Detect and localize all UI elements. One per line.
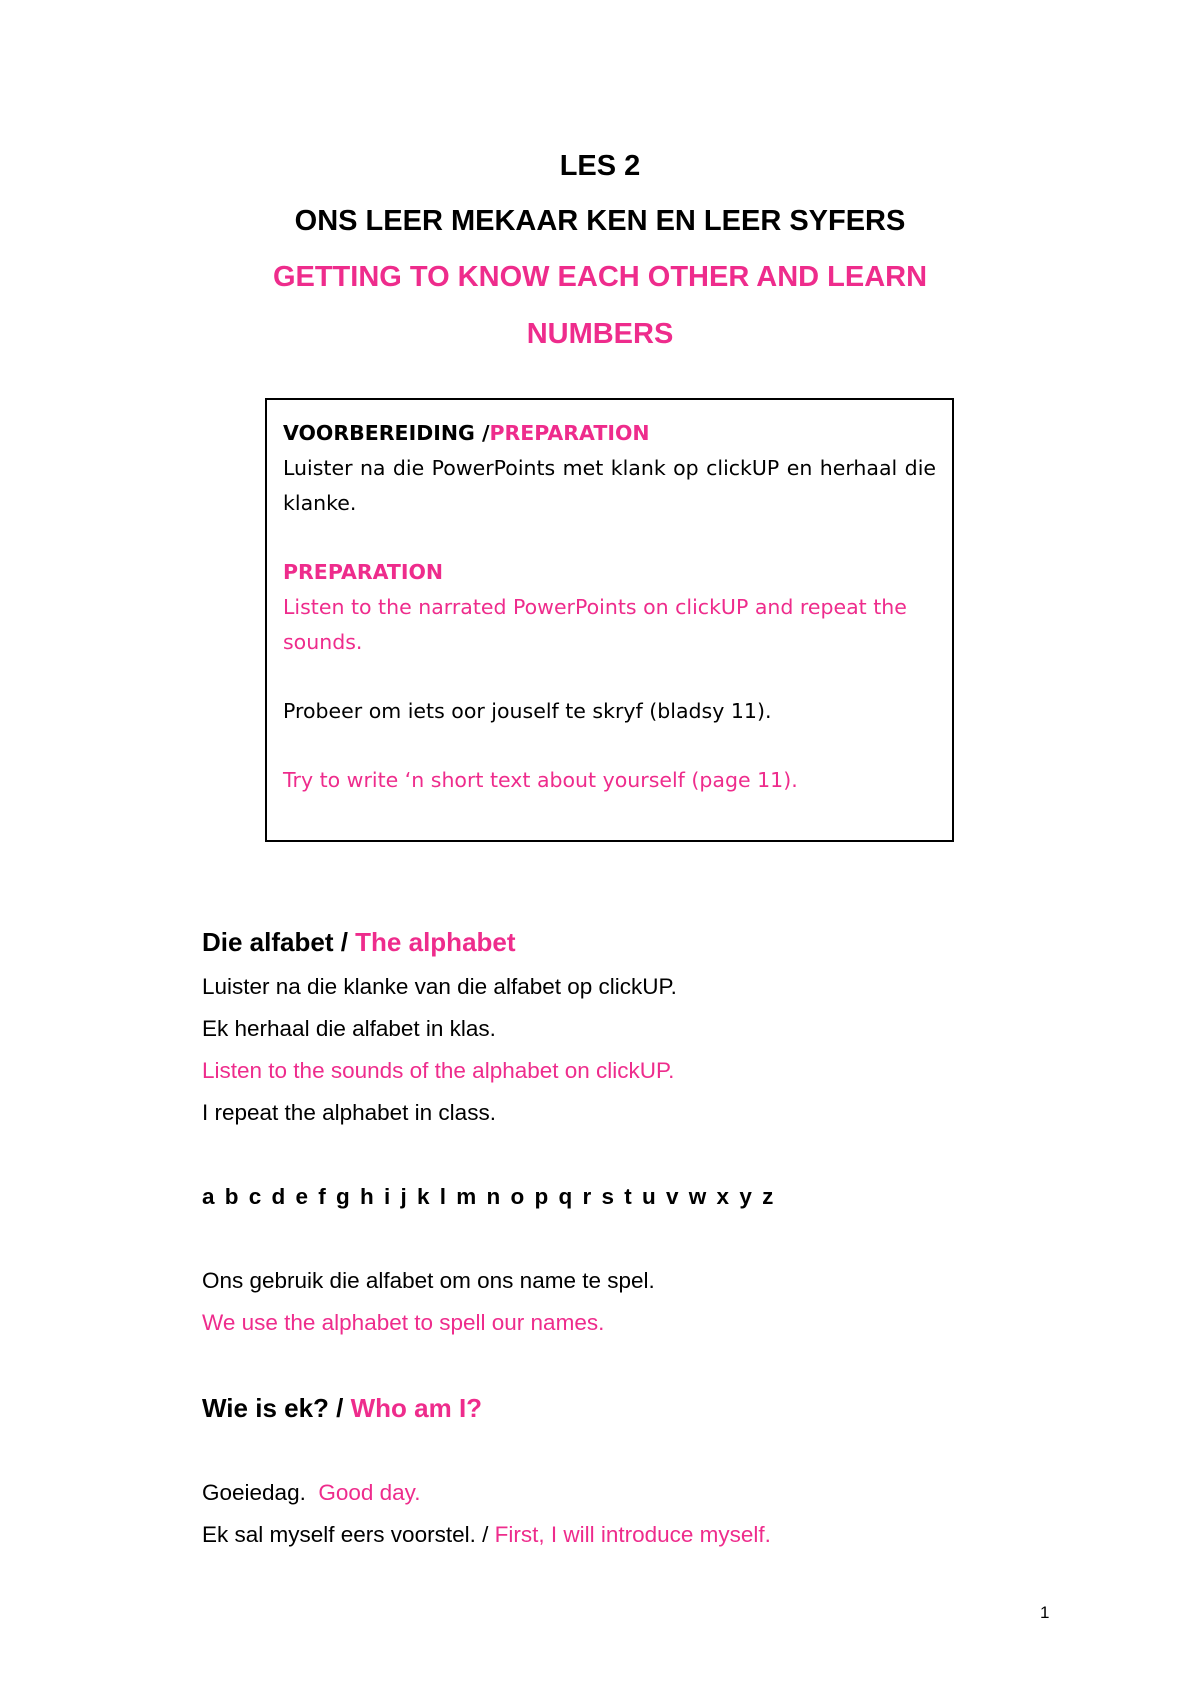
greeting-line — [202, 1472, 1022, 1514]
lesson-title-en-line2: NUMBERS — [526, 318, 674, 350]
intro-en: First, I will introduce myself. — [494, 1522, 771, 1547]
alphabet-line-2: Ek herhaal die alfabet in klas. — [202, 1016, 496, 1041]
spacer — [283, 660, 936, 694]
greeting-af: Goeiedag. — [202, 1480, 306, 1505]
task-text-af: Probeer om iets oor jouself te skryf (bladsy 11). — [283, 699, 772, 723]
preparation-heading-af: VOORBEREIDING / — [283, 421, 490, 445]
intro-af: Ek sal myself eers voorstel. — [202, 1522, 476, 1547]
preparation-heading-en: PREPARATION — [283, 560, 444, 584]
alphabet-letters: a b c d e f g h i j k l m n o p q r s t u v w x y z — [202, 1184, 775, 1209]
who-heading-en: Who am I? — [350, 1393, 483, 1423]
alphabet-line-4: I repeat the alphabet in class. — [202, 1100, 496, 1125]
alphabet-section — [202, 922, 1022, 1344]
spacer — [283, 521, 936, 555]
preparation-heading-en-inline: PREPARATION — [489, 421, 650, 445]
preparation-heading — [283, 416, 936, 451]
heading-separator: / — [328, 1393, 351, 1423]
alphabet-heading-af: Die alfabet — [202, 927, 334, 957]
preparation-text-af: Luister na die PowerPoints met klank op clickUP en herhaal die klanke. — [283, 456, 936, 515]
lesson-title-en-line1: GETTING TO KNOW EACH OTHER AND LEARN — [272, 261, 928, 293]
intro-line — [202, 1514, 1022, 1556]
heading-separator: / — [333, 927, 356, 957]
lesson-number: LES 2 — [559, 150, 641, 182]
alphabet-line-5: Ons gebruik die alfabet om ons name te spel. — [202, 1268, 655, 1293]
page-number: 1 — [1040, 1603, 1050, 1622]
task-text-en: Try to write ‘n short text about yourself (page 11). — [283, 768, 798, 792]
alphabet-line-6: We use the alphabet to spell our names. — [202, 1310, 605, 1335]
lesson-title-af: ONS LEER MEKAAR KEN EN LEER SYFERS — [294, 205, 906, 237]
intro-separator: / — [475, 1522, 495, 1547]
spacer — [283, 729, 936, 763]
alphabet-heading — [202, 922, 1022, 962]
greeting-en: Good day. — [318, 1480, 421, 1505]
who-heading — [202, 1388, 1022, 1428]
preparation-text-en: Listen to the narrated PowerPoints on clickUP and repeat the sounds. — [283, 595, 907, 654]
preparation-box — [265, 398, 954, 842]
who-am-i-section — [202, 1388, 1022, 1556]
who-heading-af: Wie is ek? — [202, 1393, 329, 1423]
alphabet-line-1: Luister na die klanke van die alfabet op clickUP. — [202, 974, 677, 999]
alphabet-line-3: Listen to the sounds of the alphabet on clickUP. — [202, 1058, 675, 1083]
alphabet-heading-en: The alphabet — [355, 927, 516, 957]
